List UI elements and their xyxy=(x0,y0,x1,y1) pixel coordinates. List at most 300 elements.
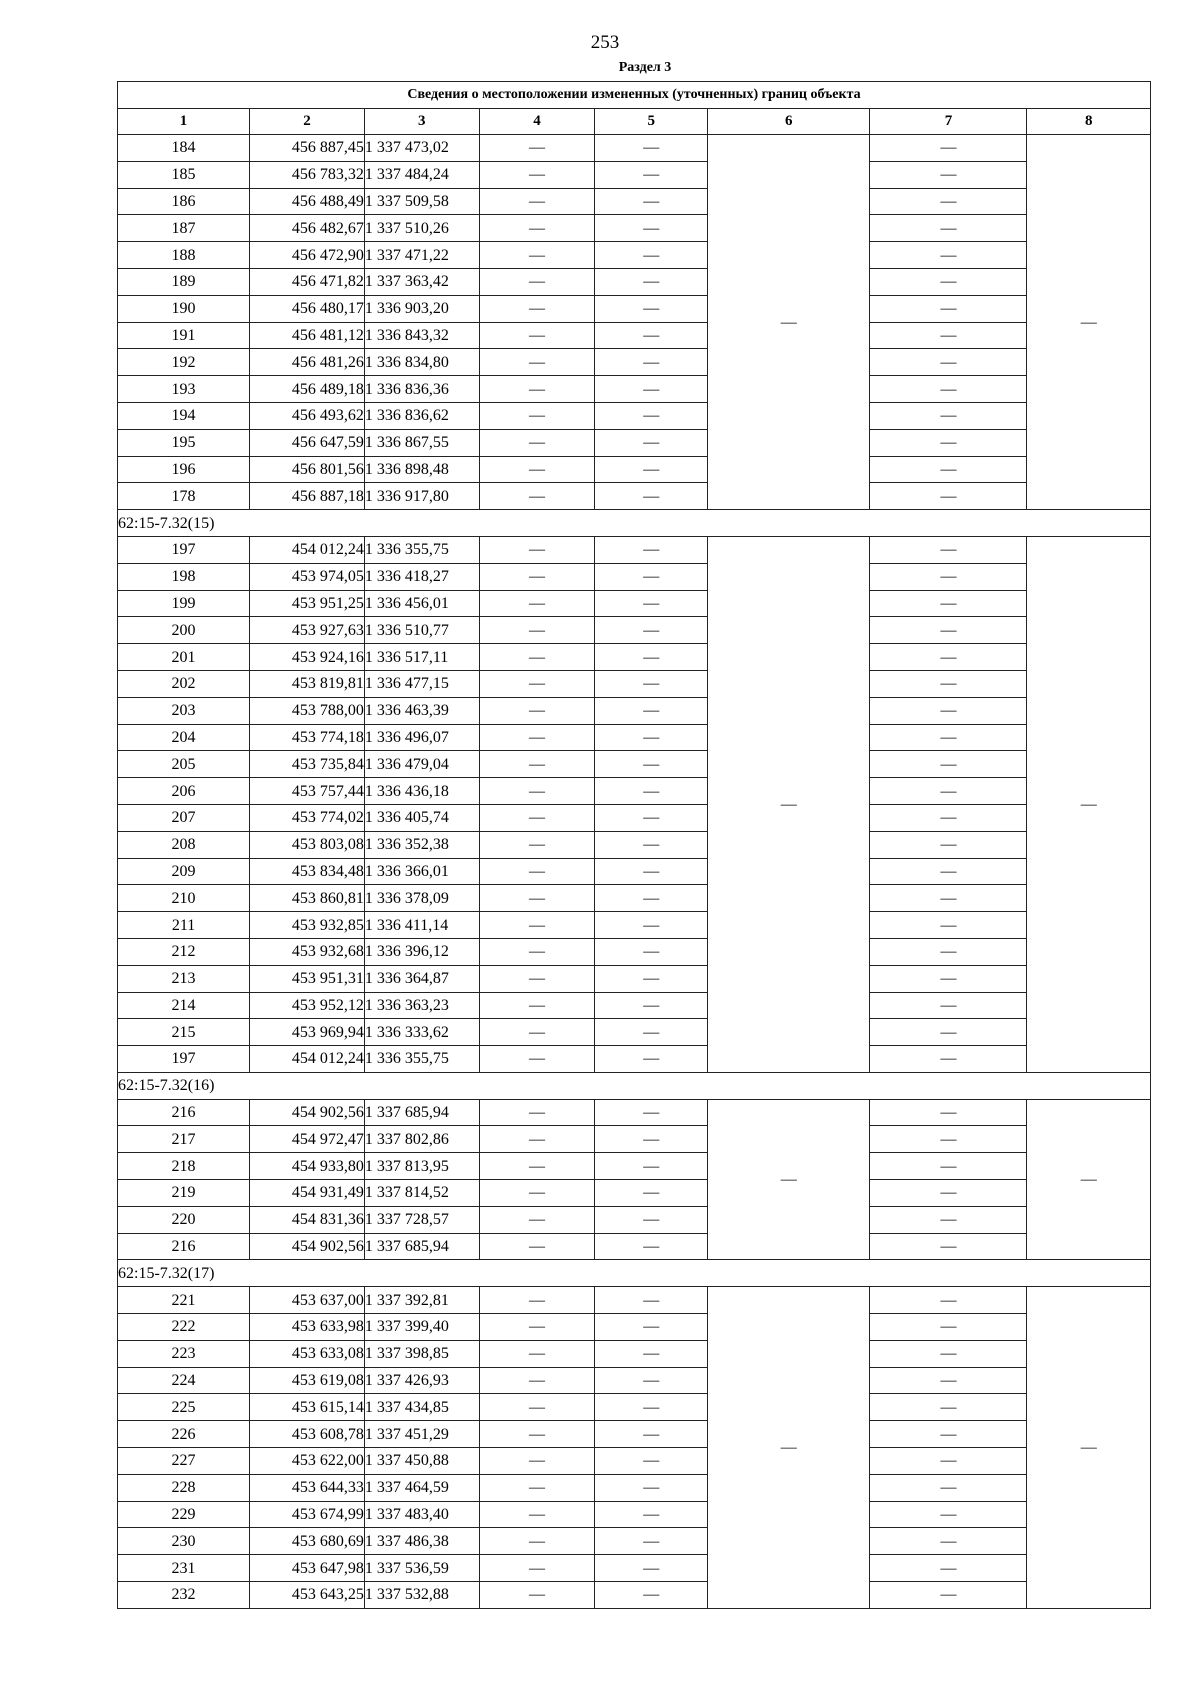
col8-merged-value: — xyxy=(1027,1287,1151,1609)
table-row xyxy=(118,644,1151,671)
point-number: 206 xyxy=(118,778,250,805)
coordinate-y: 1 336 843,32 xyxy=(364,322,479,349)
coordinate-x: 453 735,84 xyxy=(250,751,365,778)
table-row xyxy=(118,1126,1151,1153)
coordinate-y: 1 337 398,85 xyxy=(364,1340,479,1367)
col7-value: — xyxy=(870,1367,1027,1394)
col4-value: — xyxy=(479,1448,595,1475)
point-number: 204 xyxy=(118,724,250,751)
table-row xyxy=(118,376,1151,403)
col5-value: — xyxy=(595,1314,708,1341)
coordinate-x: 453 951,31 xyxy=(250,965,365,992)
col5-value: — xyxy=(595,1206,708,1233)
col5-value: — xyxy=(595,563,708,590)
point-number: 187 xyxy=(118,215,250,242)
point-number: 178 xyxy=(118,483,250,510)
table-row xyxy=(118,1448,1151,1475)
coordinate-y: 1 337 399,40 xyxy=(364,1314,479,1341)
table-row xyxy=(118,563,1151,590)
col5-value: — xyxy=(595,590,708,617)
col4-value: — xyxy=(479,536,595,563)
point-number: 189 xyxy=(118,268,250,295)
col5-value: — xyxy=(595,1099,708,1126)
table-row xyxy=(118,912,1151,939)
col5-value: — xyxy=(595,1448,708,1475)
column-header-7: 7 xyxy=(870,109,1027,135)
table-row xyxy=(118,242,1151,269)
table-row xyxy=(118,1206,1151,1233)
col4-value: — xyxy=(479,349,595,376)
coordinate-y: 1 336 834,80 xyxy=(364,349,479,376)
col4-value: — xyxy=(479,1555,595,1582)
col4-value: — xyxy=(479,670,595,697)
table-row xyxy=(118,1046,1151,1073)
col7-value: — xyxy=(870,483,1027,510)
col4-value: — xyxy=(479,1340,595,1367)
table-row xyxy=(118,670,1151,697)
column-header-3: 3 xyxy=(364,109,479,135)
point-number: 205 xyxy=(118,751,250,778)
col5-value: — xyxy=(595,1367,708,1394)
point-number: 223 xyxy=(118,1340,250,1367)
coordinate-y: 1 336 405,74 xyxy=(364,804,479,831)
col7-value: — xyxy=(870,858,1027,885)
col4-value: — xyxy=(479,1233,595,1260)
col4-value: — xyxy=(479,644,595,671)
coordinate-x: 453 633,98 xyxy=(250,1314,365,1341)
point-number: 209 xyxy=(118,858,250,885)
col5-value: — xyxy=(595,831,708,858)
col5-value: — xyxy=(595,376,708,403)
point-number: 225 xyxy=(118,1394,250,1421)
col5-value: — xyxy=(595,697,708,724)
col7-value: — xyxy=(870,268,1027,295)
col4-value: — xyxy=(479,456,595,483)
coordinate-x: 453 637,00 xyxy=(250,1287,365,1314)
col4-value: — xyxy=(479,1501,595,1528)
coordinate-y: 1 336 363,23 xyxy=(364,992,479,1019)
point-number: 201 xyxy=(118,644,250,671)
col7-value: — xyxy=(870,1474,1027,1501)
col7-value: — xyxy=(870,402,1027,429)
coordinate-y: 1 337 483,40 xyxy=(364,1501,479,1528)
col4-value: — xyxy=(479,1287,595,1314)
col5-value: — xyxy=(595,1126,708,1153)
col7-value: — xyxy=(870,456,1027,483)
col4-value: — xyxy=(479,1206,595,1233)
group-label: 62:15-7.32(17) xyxy=(118,1260,1151,1287)
col4-value: — xyxy=(479,242,595,269)
point-number: 190 xyxy=(118,295,250,322)
point-number: 222 xyxy=(118,1314,250,1341)
col7-value: — xyxy=(870,1340,1027,1367)
group-label-row xyxy=(118,510,1151,537)
table-row xyxy=(118,215,1151,242)
coordinate-y: 1 337 426,93 xyxy=(364,1367,479,1394)
col5-value: — xyxy=(595,965,708,992)
coordinate-y: 1 337 450,88 xyxy=(364,1448,479,1475)
col7-value: — xyxy=(870,912,1027,939)
col7-value: — xyxy=(870,992,1027,1019)
col4-value: — xyxy=(479,885,595,912)
table-row xyxy=(118,483,1151,510)
coordinate-x: 456 472,90 xyxy=(250,242,365,269)
coordinate-y: 1 336 352,38 xyxy=(364,831,479,858)
col8-merged-value: — xyxy=(1027,1099,1151,1260)
col4-value: — xyxy=(479,1474,595,1501)
table-row xyxy=(118,778,1151,805)
point-number: 192 xyxy=(118,349,250,376)
coordinate-x: 453 608,78 xyxy=(250,1421,365,1448)
point-number: 191 xyxy=(118,322,250,349)
col7-value: — xyxy=(870,1153,1027,1180)
col5-value: — xyxy=(595,1340,708,1367)
table-row xyxy=(118,1233,1151,1260)
col4-value: — xyxy=(479,402,595,429)
col4-value: — xyxy=(479,617,595,644)
col5-value: — xyxy=(595,804,708,831)
coordinate-y: 1 336 479,04 xyxy=(364,751,479,778)
point-number: 188 xyxy=(118,242,250,269)
col5-value: — xyxy=(595,1233,708,1260)
point-number: 214 xyxy=(118,992,250,1019)
col5-value: — xyxy=(595,778,708,805)
col7-value: — xyxy=(870,161,1027,188)
col4-value: — xyxy=(479,697,595,724)
col5-value: — xyxy=(595,349,708,376)
point-number: 198 xyxy=(118,563,250,590)
col4-value: — xyxy=(479,135,595,162)
coordinate-x: 453 803,08 xyxy=(250,831,365,858)
col7-value: — xyxy=(870,242,1027,269)
col7-value: — xyxy=(870,965,1027,992)
table-row xyxy=(118,1555,1151,1582)
table-row xyxy=(118,804,1151,831)
point-number: 221 xyxy=(118,1287,250,1314)
coordinate-x: 456 480,17 xyxy=(250,295,365,322)
point-number: 185 xyxy=(118,161,250,188)
table-row xyxy=(118,429,1151,456)
coordinate-y: 1 337 532,88 xyxy=(364,1582,479,1609)
col4-value: — xyxy=(479,563,595,590)
table-row xyxy=(118,965,1151,992)
coordinate-y: 1 337 814,52 xyxy=(364,1180,479,1207)
coordinate-x: 453 819,81 xyxy=(250,670,365,697)
col4-value: — xyxy=(479,483,595,510)
coordinate-x: 456 647,59 xyxy=(250,429,365,456)
coordinate-y: 1 337 464,59 xyxy=(364,1474,479,1501)
point-number: 213 xyxy=(118,965,250,992)
point-number: 218 xyxy=(118,1153,250,1180)
table-row xyxy=(118,1153,1151,1180)
coordinate-x: 454 972,47 xyxy=(250,1126,365,1153)
point-number: 197 xyxy=(118,1046,250,1073)
point-number: 197 xyxy=(118,536,250,563)
col5-value: — xyxy=(595,1153,708,1180)
column-header-2: 2 xyxy=(250,109,365,135)
coordinate-y: 1 336 463,39 xyxy=(364,697,479,724)
col4-value: — xyxy=(479,322,595,349)
group-label-row xyxy=(118,1260,1151,1287)
point-number: 210 xyxy=(118,885,250,912)
point-number: 199 xyxy=(118,590,250,617)
col4-value: — xyxy=(479,161,595,188)
col5-value: — xyxy=(595,670,708,697)
table-row xyxy=(118,1474,1151,1501)
col5-value: — xyxy=(595,322,708,349)
table-row xyxy=(118,1287,1151,1314)
point-number: 212 xyxy=(118,938,250,965)
col5-value: — xyxy=(595,1180,708,1207)
col4-value: — xyxy=(479,1099,595,1126)
col5-value: — xyxy=(595,617,708,644)
col7-value: — xyxy=(870,831,1027,858)
table-row xyxy=(118,135,1151,162)
coordinate-y: 1 336 898,48 xyxy=(364,456,479,483)
col7-value: — xyxy=(870,1582,1027,1609)
col5-value: — xyxy=(595,1474,708,1501)
table-row xyxy=(118,161,1151,188)
point-number: 196 xyxy=(118,456,250,483)
table-body xyxy=(118,135,1151,1609)
coordinate-x: 453 643,25 xyxy=(250,1582,365,1609)
column-header-1: 1 xyxy=(118,109,250,135)
col5-value: — xyxy=(595,1287,708,1314)
col7-value: — xyxy=(870,804,1027,831)
point-number: 208 xyxy=(118,831,250,858)
col5-value: — xyxy=(595,1555,708,1582)
col7-value: — xyxy=(870,1206,1027,1233)
point-number: 202 xyxy=(118,670,250,697)
coordinate-y: 1 336 477,15 xyxy=(364,670,479,697)
col7-value: — xyxy=(870,188,1027,215)
col5-value: — xyxy=(595,268,708,295)
table-row xyxy=(118,1099,1151,1126)
coordinate-x: 453 633,08 xyxy=(250,1340,365,1367)
col6-merged-value: — xyxy=(708,536,870,1072)
coordinate-x: 453 924,16 xyxy=(250,644,365,671)
col5-value: — xyxy=(595,1421,708,1448)
coordinate-y: 1 337 802,86 xyxy=(364,1126,479,1153)
col5-value: — xyxy=(595,188,708,215)
table-row xyxy=(118,402,1151,429)
coordinate-y: 1 336 836,36 xyxy=(364,376,479,403)
section-title: Раздел 3 xyxy=(618,60,672,75)
coordinate-y: 1 337 728,57 xyxy=(364,1206,479,1233)
table-row xyxy=(118,1582,1151,1609)
coordinate-x: 454 931,49 xyxy=(250,1180,365,1207)
point-number: 186 xyxy=(118,188,250,215)
coordinate-y: 1 337 536,59 xyxy=(364,1555,479,1582)
coordinate-y: 1 337 363,42 xyxy=(364,268,479,295)
col5-value: — xyxy=(595,992,708,1019)
table-caption: Сведения о местоположении измененных (уточненных) границ объекта xyxy=(118,82,1151,109)
col7-value: — xyxy=(870,1448,1027,1475)
col4-value: — xyxy=(479,1367,595,1394)
coordinate-x: 454 902,56 xyxy=(250,1233,365,1260)
coordinate-x: 454 902,56 xyxy=(250,1099,365,1126)
point-number: 232 xyxy=(118,1582,250,1609)
col5-value: — xyxy=(595,242,708,269)
coordinate-x: 453 647,98 xyxy=(250,1555,365,1582)
col4-value: — xyxy=(479,724,595,751)
table-row xyxy=(118,1019,1151,1046)
col6-merged-value: — xyxy=(708,1099,870,1260)
col7-value: — xyxy=(870,563,1027,590)
col5-value: — xyxy=(595,135,708,162)
col7-value: — xyxy=(870,1501,1027,1528)
col4-value: — xyxy=(479,590,595,617)
column-header-8: 8 xyxy=(1027,109,1151,135)
table-row xyxy=(118,992,1151,1019)
coordinate-x: 453 834,48 xyxy=(250,858,365,885)
col7-value: — xyxy=(870,1046,1027,1073)
col7-value: — xyxy=(870,536,1027,563)
point-number: 227 xyxy=(118,1448,250,1475)
col5-value: — xyxy=(595,1019,708,1046)
coordinate-x: 453 674,99 xyxy=(250,1501,365,1528)
point-number: 230 xyxy=(118,1528,250,1555)
col5-value: — xyxy=(595,644,708,671)
coordinate-y: 1 337 434,85 xyxy=(364,1394,479,1421)
coordinate-x: 456 481,12 xyxy=(250,322,365,349)
col7-value: — xyxy=(870,1287,1027,1314)
table-row xyxy=(118,858,1151,885)
col8-merged-value: — xyxy=(1027,536,1151,1072)
point-number: 224 xyxy=(118,1367,250,1394)
coordinate-y: 1 337 486,38 xyxy=(364,1528,479,1555)
col4-value: — xyxy=(479,215,595,242)
point-number: 216 xyxy=(118,1233,250,1260)
col7-value: — xyxy=(870,1019,1027,1046)
coordinate-y: 1 336 366,01 xyxy=(364,858,479,885)
coordinate-x: 454 933,80 xyxy=(250,1153,365,1180)
coordinate-x: 456 801,56 xyxy=(250,456,365,483)
coordinate-x: 456 493,62 xyxy=(250,402,365,429)
coordinate-x: 453 860,81 xyxy=(250,885,365,912)
coordinate-x: 454 012,24 xyxy=(250,1046,365,1073)
col7-value: — xyxy=(870,215,1027,242)
coordinate-y: 1 337 451,29 xyxy=(364,1421,479,1448)
col5-value: — xyxy=(595,1501,708,1528)
table-row xyxy=(118,1421,1151,1448)
table-row xyxy=(118,1528,1151,1555)
col7-value: — xyxy=(870,778,1027,805)
col7-value: — xyxy=(870,1528,1027,1555)
coordinate-x: 453 619,08 xyxy=(250,1367,365,1394)
table-row xyxy=(118,295,1151,322)
col7-value: — xyxy=(870,1180,1027,1207)
coordinate-y: 1 336 836,62 xyxy=(364,402,479,429)
point-number: 219 xyxy=(118,1180,250,1207)
coordinate-x: 456 783,32 xyxy=(250,161,365,188)
col7-value: — xyxy=(870,724,1027,751)
table-row xyxy=(118,268,1151,295)
col4-value: — xyxy=(479,858,595,885)
coordinate-x: 453 951,25 xyxy=(250,590,365,617)
table-row xyxy=(118,724,1151,751)
col5-value: — xyxy=(595,215,708,242)
column-header-4: 4 xyxy=(479,109,595,135)
coordinate-x: 456 481,26 xyxy=(250,349,365,376)
column-header-6: 6 xyxy=(708,109,870,135)
col8-merged-value: — xyxy=(1027,135,1151,510)
col4-value: — xyxy=(479,912,595,939)
coordinate-x: 453 952,12 xyxy=(250,992,365,1019)
point-number: 220 xyxy=(118,1206,250,1233)
group-label: 62:15-7.32(15) xyxy=(118,510,1151,537)
column-header-5: 5 xyxy=(595,109,708,135)
col5-value: — xyxy=(595,1582,708,1609)
col7-value: — xyxy=(870,670,1027,697)
table-row xyxy=(118,1501,1151,1528)
col4-value: — xyxy=(479,429,595,456)
table-row xyxy=(118,188,1151,215)
point-number: 215 xyxy=(118,1019,250,1046)
col4-value: — xyxy=(479,1180,595,1207)
coordinate-x: 453 680,69 xyxy=(250,1528,365,1555)
table-row xyxy=(118,831,1151,858)
col4-value: — xyxy=(479,188,595,215)
col4-value: — xyxy=(479,938,595,965)
col7-value: — xyxy=(870,938,1027,965)
coordinate-y: 1 336 436,18 xyxy=(364,778,479,805)
coordinate-x: 456 488,49 xyxy=(250,188,365,215)
table-row xyxy=(118,617,1151,644)
coordinate-x: 456 471,82 xyxy=(250,268,365,295)
coordinate-x: 453 757,44 xyxy=(250,778,365,805)
coordinate-y: 1 336 510,77 xyxy=(364,617,479,644)
table-row xyxy=(118,590,1151,617)
col7-value: — xyxy=(870,295,1027,322)
coordinate-y: 1 337 685,94 xyxy=(364,1233,479,1260)
point-number: 229 xyxy=(118,1501,250,1528)
col7-value: — xyxy=(870,1421,1027,1448)
point-number: 193 xyxy=(118,376,250,403)
table-row xyxy=(118,1314,1151,1341)
col4-value: — xyxy=(479,804,595,831)
col4-value: — xyxy=(479,1421,595,1448)
col7-value: — xyxy=(870,349,1027,376)
coordinate-x: 453 927,63 xyxy=(250,617,365,644)
coordinate-y: 1 336 496,07 xyxy=(364,724,479,751)
col4-value: — xyxy=(479,1314,595,1341)
coordinate-x: 453 774,18 xyxy=(250,724,365,751)
coordinate-x: 456 887,45 xyxy=(250,135,365,162)
table-row xyxy=(118,322,1151,349)
group-label: 62:15-7.32(16) xyxy=(118,1072,1151,1099)
col5-value: — xyxy=(595,1046,708,1073)
coordinate-y: 1 336 867,55 xyxy=(364,429,479,456)
coordinate-x: 453 969,94 xyxy=(250,1019,365,1046)
point-number: 203 xyxy=(118,697,250,724)
col4-value: — xyxy=(479,992,595,1019)
table-row xyxy=(118,697,1151,724)
col7-value: — xyxy=(870,617,1027,644)
col7-value: — xyxy=(870,885,1027,912)
coordinate-y: 1 336 364,87 xyxy=(364,965,479,992)
col6-merged-value: — xyxy=(708,1287,870,1609)
col5-value: — xyxy=(595,885,708,912)
coordinate-y: 1 336 333,62 xyxy=(364,1019,479,1046)
col4-value: — xyxy=(479,1528,595,1555)
coordinate-x: 453 932,68 xyxy=(250,938,365,965)
coordinate-x: 456 887,18 xyxy=(250,483,365,510)
coordinate-x: 456 482,67 xyxy=(250,215,365,242)
col7-value: — xyxy=(870,322,1027,349)
col5-value: — xyxy=(595,858,708,885)
col6-merged-value: — xyxy=(708,135,870,510)
